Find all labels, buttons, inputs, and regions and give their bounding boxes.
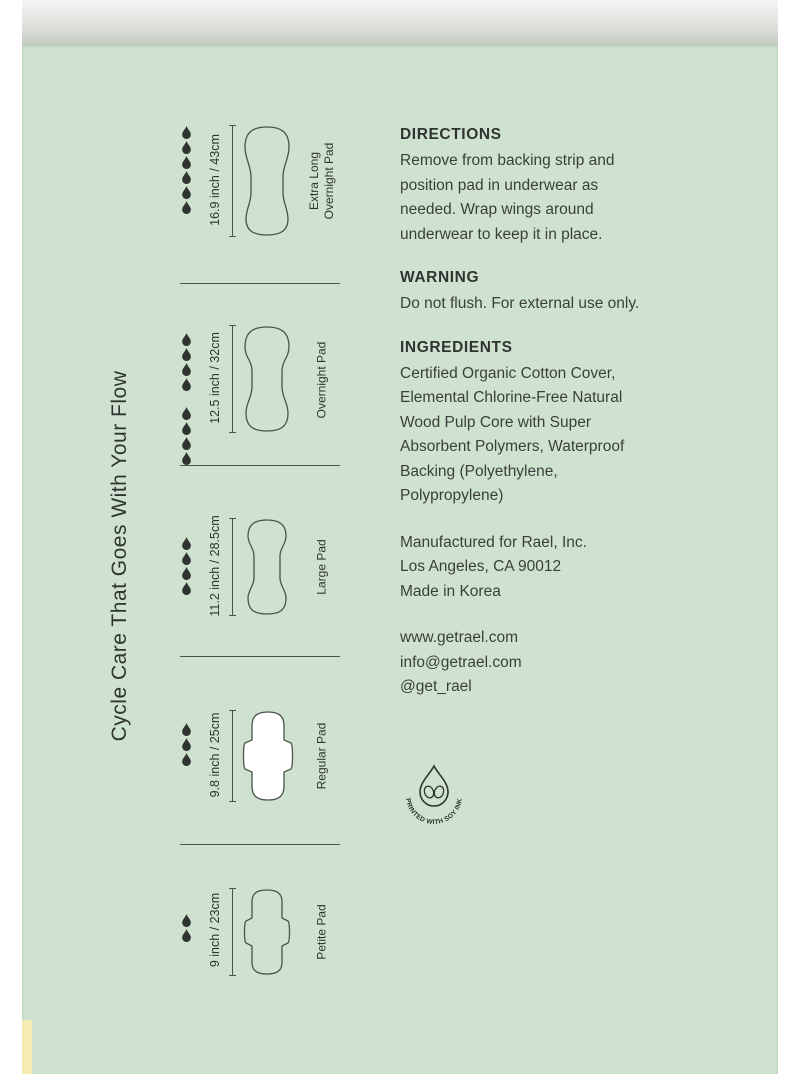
flow-drops — [181, 126, 192, 214]
drop-icon — [181, 437, 192, 450]
divider — [180, 465, 340, 466]
pad-outline-icon — [242, 325, 292, 433]
manufacturer-line: Made in Korea — [400, 582, 501, 600]
soy-ink-text: PRINTED WITH SOY INK — [404, 797, 464, 827]
pad-outline-icon — [242, 888, 292, 976]
drop-icon — [181, 186, 192, 199]
drop-icon — [181, 126, 192, 139]
flow-drops — [181, 333, 192, 465]
website-text: www.getrael.com — [400, 629, 519, 646]
drop-icon — [181, 723, 192, 736]
divider — [180, 844, 340, 845]
pad-name-line2: Overnight Pad — [322, 142, 336, 220]
pad-size-label: 9.8 inch / 25cm — [208, 712, 222, 798]
svg-text:PRINTED WITH SOY INK — [404, 798, 464, 826]
yellow-edge-strip — [22, 1020, 32, 1074]
drop-icon — [181, 914, 192, 927]
pad-size-label: 12.5 inch / 32cm — [208, 332, 222, 424]
pad-name: Overnight Pad — [314, 341, 329, 419]
box-top-edge — [22, 0, 778, 44]
drop-icon — [181, 201, 192, 214]
directions-heading: DIRECTIONS — [400, 126, 502, 143]
warning-heading: WARNING — [400, 269, 480, 286]
pad-outline-icon — [242, 518, 292, 616]
directions-line: Remove from backing strip and — [400, 152, 615, 169]
ingredients-heading: INGREDIENTS — [400, 338, 513, 356]
pad-name-line1: Extra Long — [307, 151, 321, 211]
ingredients-line: Wood Pulp Core with Super — [400, 413, 591, 431]
drop-icon — [181, 452, 192, 465]
drop-icon — [181, 363, 192, 376]
contact-section — [400, 626, 740, 700]
pad-size-label: 11.2 inch / 28.5cm — [208, 515, 222, 617]
drop-icon — [181, 567, 192, 580]
pad-name: Regular Pad — [314, 722, 329, 790]
warning-section — [400, 269, 740, 317]
drop-icon — [181, 156, 192, 169]
length-ruler — [232, 325, 233, 433]
drop-icon — [181, 422, 192, 435]
social-handle-text: @get_rael — [400, 678, 472, 695]
drop-icon — [181, 378, 192, 391]
ingredients-line: Elemental Chlorine-Free Natural — [400, 389, 623, 406]
drop-icon — [181, 348, 192, 361]
drop-icon — [181, 929, 192, 942]
length-ruler — [232, 125, 233, 237]
drop-icon — [181, 537, 192, 550]
soy-ink-logo-icon — [396, 760, 472, 836]
manufacturer-line: Los Angeles, CA 90012 — [400, 558, 562, 575]
drop-icon — [181, 552, 192, 565]
pad-size-label: 16.9 inch / 43cm — [208, 134, 222, 226]
warning-line: Do not flush. For external use only. — [400, 295, 640, 312]
ingredients-line: Absorbent Polymers, Waterproof — [400, 438, 625, 455]
ingredients-line: Certified Organic Cotton Cover, — [400, 364, 616, 382]
pad-name: Large Pad — [314, 539, 329, 595]
divider — [180, 656, 340, 657]
flow-drops — [181, 914, 192, 942]
ingredients-line: Backing (Polyethylene, — [400, 462, 558, 480]
drop-icon — [181, 738, 192, 751]
directions-line: underwear to keep it in place. — [400, 225, 603, 243]
ingredients-line: Polypropylene) — [400, 487, 504, 504]
flow-drops — [181, 723, 192, 766]
ingredients-section — [400, 339, 740, 509]
length-ruler — [232, 710, 233, 802]
side-title: Cycle Care That Goes With Your Flow — [108, 370, 131, 742]
divider — [180, 283, 340, 284]
info-column — [400, 126, 740, 722]
pad-name: Petite Pad — [314, 904, 329, 960]
drop-icon — [181, 141, 192, 154]
directions-line: needed. Wrap wings around — [400, 201, 594, 218]
pad-size-label: 9 inch / 23cm — [208, 892, 222, 968]
manufacturer-section — [400, 531, 740, 605]
flow-drops — [181, 537, 192, 595]
pad-outline-icon — [242, 710, 294, 802]
length-ruler — [232, 518, 233, 616]
directions-section — [400, 126, 740, 247]
length-ruler — [232, 888, 233, 976]
drop-icon — [181, 333, 192, 346]
drop-icon — [181, 171, 192, 184]
drop-icon — [181, 407, 192, 420]
drop-icon — [181, 753, 192, 766]
pad-outline-icon — [242, 125, 292, 237]
manufacturer-line: Manufactured for Rael, Inc. — [400, 533, 587, 551]
drop-icon — [181, 582, 192, 595]
pad-name — [307, 143, 337, 220]
directions-line: position pad in underwear as — [400, 176, 599, 194]
email-text: info@getrael.com — [400, 653, 522, 671]
